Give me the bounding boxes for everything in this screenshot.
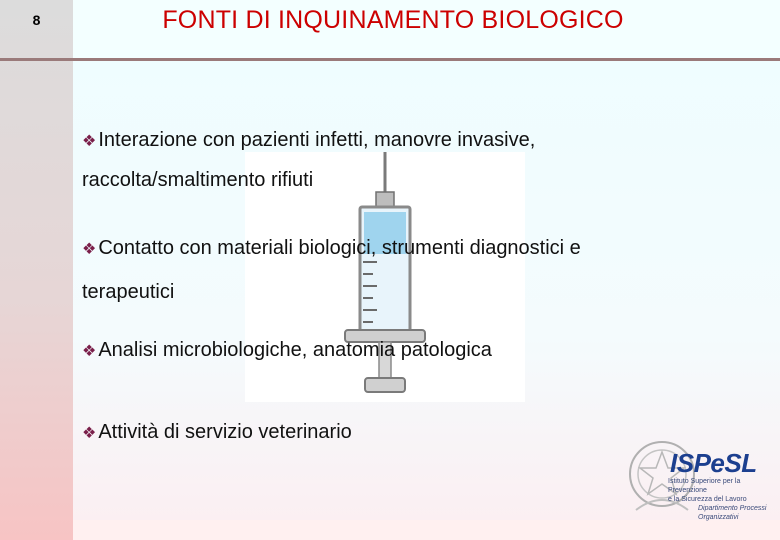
bullet-4-text: Attività di servizio veterinario <box>98 421 352 443</box>
ispesl-logo <box>628 430 776 520</box>
logo-brand-text: ISPeSL <box>670 448 757 478</box>
slide-number: 8 <box>32 12 41 28</box>
bottom-strip <box>73 520 780 540</box>
logo-subtitle-line-2: e la Sicurezza del Lavoro <box>668 496 747 503</box>
bullet-3 <box>82 338 492 364</box>
logo-subtitle-line-1: Istituto Superiore per la Prevenzione <box>668 478 741 494</box>
bullet-3-text: Analisi microbiologiche, anatomia patologica <box>98 339 492 361</box>
bullet-marker-icon: ❖ <box>82 241 97 258</box>
slide-header <box>73 0 780 58</box>
bullet-1-text: Interazione con pazienti infetti, manovre invasive, <box>98 129 536 151</box>
bullet-marker-icon: ❖ <box>82 343 97 360</box>
bullet-2-text: Contatto con materiali biologici, strumenti diagnostici e <box>98 237 581 259</box>
slide-title: FONTI DI INQUINAMENTO BIOLOGICO <box>162 6 624 34</box>
logo-subtitle-line-3: Dipartimento Processi Organizzativi <box>698 505 767 521</box>
bullet-1-continuation: raccolta/smaltimento rifiuti <box>82 169 314 191</box>
bullet-4 <box>82 420 352 446</box>
bullet-marker-icon: ❖ <box>82 133 97 150</box>
bullet-2-continuation: terapeutici <box>82 281 175 303</box>
bullet-2 <box>82 236 581 262</box>
bullet-1 <box>82 128 535 154</box>
left-band <box>0 0 73 540</box>
bullet-marker-icon: ❖ <box>82 425 97 442</box>
logo-subtitle <box>668 477 778 522</box>
